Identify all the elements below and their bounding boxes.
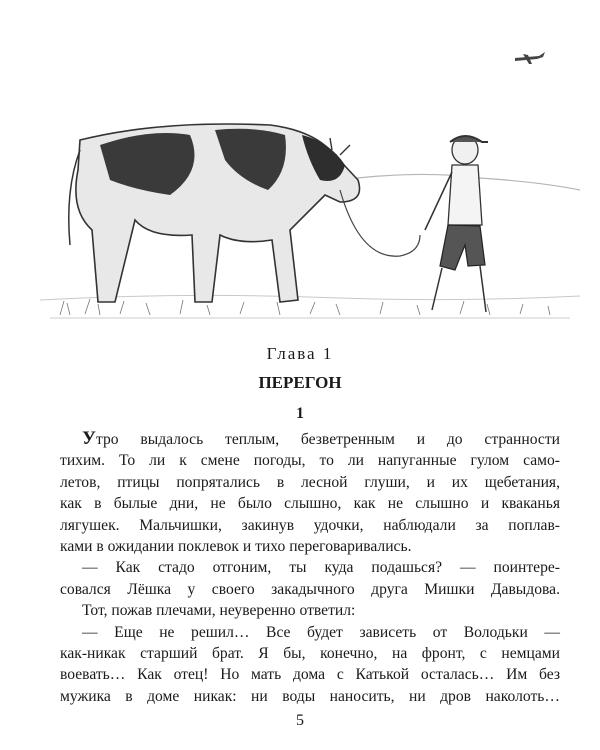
dropcap: У — [82, 428, 96, 449]
text-line: ками в ожидании поклевок и тихо переговаривались. — [60, 538, 412, 556]
text-line: летов, птицы попрятались в лесной глуши, и их щебетания, — [60, 473, 560, 491]
airplane-icon — [515, 52, 545, 64]
chapter-label: Глава 1 — [266, 344, 334, 363]
cow-icon — [69, 124, 420, 302]
text-line: тихим. То ли к смене погоды, то ли напуганные гулом само- — [60, 452, 560, 470]
text-line: как-никак старший брат. Я бы, конечно, на фронт, с немцами — [60, 645, 560, 663]
page-number: 5 — [296, 712, 304, 729]
grass-icon — [50, 299, 570, 318]
cow-and-boy-illustration — [40, 30, 580, 330]
body-text — [60, 428, 560, 707]
text-line: лягушек. Мальчишки, закинув удочки, наблюдали за поплав- — [60, 516, 560, 534]
text-line: Тот, пожав плечами, неуверенно ответил: — [82, 602, 356, 620]
text-line: — Как стадо отгоним, ты куда подашься? — поинтере- — [82, 559, 560, 577]
text-line: Утро выдалось теплым, безветренным и до странности — [82, 428, 560, 449]
chapter-title: ПЕРЕГОН — [258, 373, 342, 392]
text-line: совался Лёшка у своего закадычного друга Мишки Давыдова. — [60, 580, 560, 598]
text-line: — Еще не решил… Все будет зависеть от Володьки — — [82, 623, 560, 641]
text-line: как в былые дни, не было слышно, как не слышно и кваканья — [60, 495, 560, 513]
section-number: 1 — [296, 405, 304, 422]
text-line: мужика в доме никак: ни воды наносить, ни дров наколоть… — [60, 687, 560, 705]
boy-icon — [425, 136, 488, 312]
text-line: воевать… Как отец! Но мать дома с Катькой осталась… Им без — [60, 666, 560, 684]
